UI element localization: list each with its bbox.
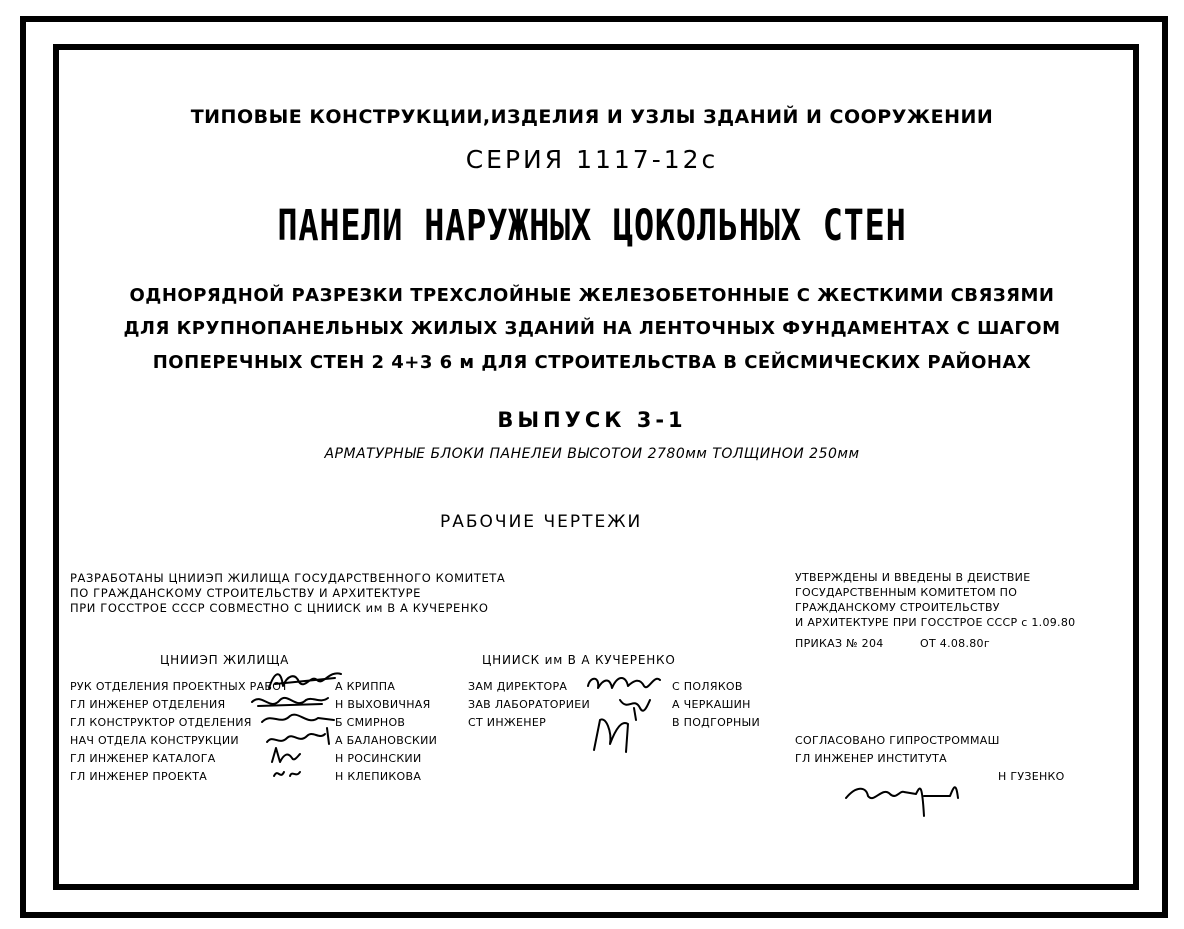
approved-line-2: ГОСУДАРСТВЕННЫМ КОМИТЕТОМ ПО xyxy=(795,586,1018,599)
developed-line-2: ПО ГРАЖДАНСКОМУ СТРОИТЕЛЬСТВУ И АРХИТЕКТУРЕ xyxy=(70,586,421,600)
tsniiep-name-2: Н ВЫХОВИЧНАЯ xyxy=(335,698,431,711)
agreed-line-2: ГЛ ИНЖЕНЕР ИНСТИТУТА xyxy=(795,752,947,765)
signature-klepikova xyxy=(270,764,306,782)
subtitle-line-2: ДЛЯ КРУПНОПАНЕЛЬНЫХ ЖИЛЫХ ЗДАНИЙ НА ЛЕНТОЧНЫХ ФУНДАМЕНТАХ С ШАГОМ xyxy=(123,318,1061,339)
tsniisk-role-2: ЗАВ ЛАБОРАТОРИЕИ xyxy=(468,698,590,711)
tsniiep-role-3: ГЛ КОНСТРУКТОР ОТДЕЛЕНИЯ xyxy=(70,716,252,729)
signature-podgorny xyxy=(586,714,636,756)
subtitle-line-3: ПОПЕРЕЧНЫХ СТЕН 2 4+3 6 м ДЛЯ СТРОИТЕЛЬСТВА В СЕЙСМИЧЕСКИХ РАЙОНАХ xyxy=(152,352,1032,373)
developed-line-3: ПРИ ГОССТРОЕ СССР СОВМЕСТНО С ЦНИИСК им В А КУЧЕРЕНКО xyxy=(70,601,489,615)
signature-guzenko xyxy=(838,776,968,826)
tsniisk-name-2: А ЧЕРКАШИН xyxy=(672,698,751,711)
tsniiep-role-4: НАЧ ОТДЕЛА КОНСТРУКЦИИ xyxy=(70,734,239,747)
tsniiep-role-6: ГЛ ИНЖЕНЕР ПРОЕКТА xyxy=(70,770,208,783)
order-number: ПРИКАЗ № 204 xyxy=(795,637,884,650)
approved-line-3: ГРАЖДАНСКОМУ СТРОИТЕЛЬСТВУ xyxy=(795,601,1000,614)
tsniiep-heading: ЦНИИЭП ЖИЛИЩА xyxy=(160,653,290,667)
subtitle-line-1: ОДНОРЯДНОЙ РАЗРЕЗКИ ТРЕХСЛОЙНЫЕ ЖЕЛЕЗОБЕТОННЫЕ С ЖЕСТКИМИ СВЯЗЯМИ xyxy=(129,285,1055,306)
tsniisk-role-1: ЗАМ ДИРЕКТОРА xyxy=(468,680,568,693)
top-line: ТИПОВЫЕ КОНСТРУКЦИИ,ИЗДЕЛИЯ И УЗЛЫ ЗДАНИЙ И СООРУЖЕНИИ xyxy=(190,106,994,128)
signature-rosinsky xyxy=(268,744,304,766)
tsniiep-name-5: Н РОСИНСКИИ xyxy=(335,752,422,765)
issue-description: АРМАТУРНЫЕ БЛОКИ ПАНЕЛЕИ ВЫСОТОИ 2780мм ТОЛЩИНОИ 250мм xyxy=(324,446,860,462)
tsniisk-name-3: В ПОДГОРНЫИ xyxy=(672,716,761,729)
order-date: ОТ 4.08.80г xyxy=(920,637,990,650)
tsniisk-role-3: СТ ИНЖЕНЕР xyxy=(468,716,547,729)
developed-line-1: РАЗРАБОТАНЫ ЦНИИЭП ЖИЛИЩА ГОСУДАРСТВЕННОГО КОМИТЕТА xyxy=(70,571,506,585)
document-kind: РАБОЧИЕ ЧЕРТЕЖИ xyxy=(440,512,643,532)
tsniisk-name-1: С ПОЛЯКОВ xyxy=(672,680,743,693)
issue-number: ВЫПУСК 3-1 xyxy=(497,408,687,432)
tsniiep-name-1: А КРИППА xyxy=(335,680,396,693)
tsniiep-name-4: А БАЛАНОВСКИИ xyxy=(335,734,438,747)
series-number: СЕРИЯ 1117-12с xyxy=(465,145,719,174)
tsniiep-role-5: ГЛ ИНЖЕНЕР КАТАЛОГА xyxy=(70,752,216,765)
agreed-name: Н ГУЗЕНКО xyxy=(998,770,1065,783)
tsniiep-name-6: Н КЛЕПИКОВА xyxy=(335,770,422,783)
agreed-line-1: СОГЛАСОВАНО ГИПРОСТРОММАШ xyxy=(795,734,1000,747)
tsniisk-heading: ЦНИИСК им В А КУЧЕРЕНКО xyxy=(482,653,676,667)
approved-line-1: УТВЕРЖДЕНЫ И ВВЕДЕНЫ В ДЕИСТВИЕ xyxy=(795,571,1031,584)
tsniiep-role-1: РУК ОТДЕЛЕНИЯ ПРОЕКТНЫХ РАБОТ xyxy=(70,680,289,693)
approved-line-4: И АРХИТЕКТУРЕ ПРИ ГОССТРОЕ СССР с 1.09.80 xyxy=(795,616,1076,629)
tsniiep-role-2: ГЛ ИНЖЕНЕР ОТДЕЛЕНИЯ xyxy=(70,698,226,711)
tsniiep-name-3: Б СМИРНОВ xyxy=(335,716,406,729)
main-title: ПАНЕЛИ НАРУЖНЫХ ЦОКОЛЬНЫХ СТЕН xyxy=(277,201,907,251)
